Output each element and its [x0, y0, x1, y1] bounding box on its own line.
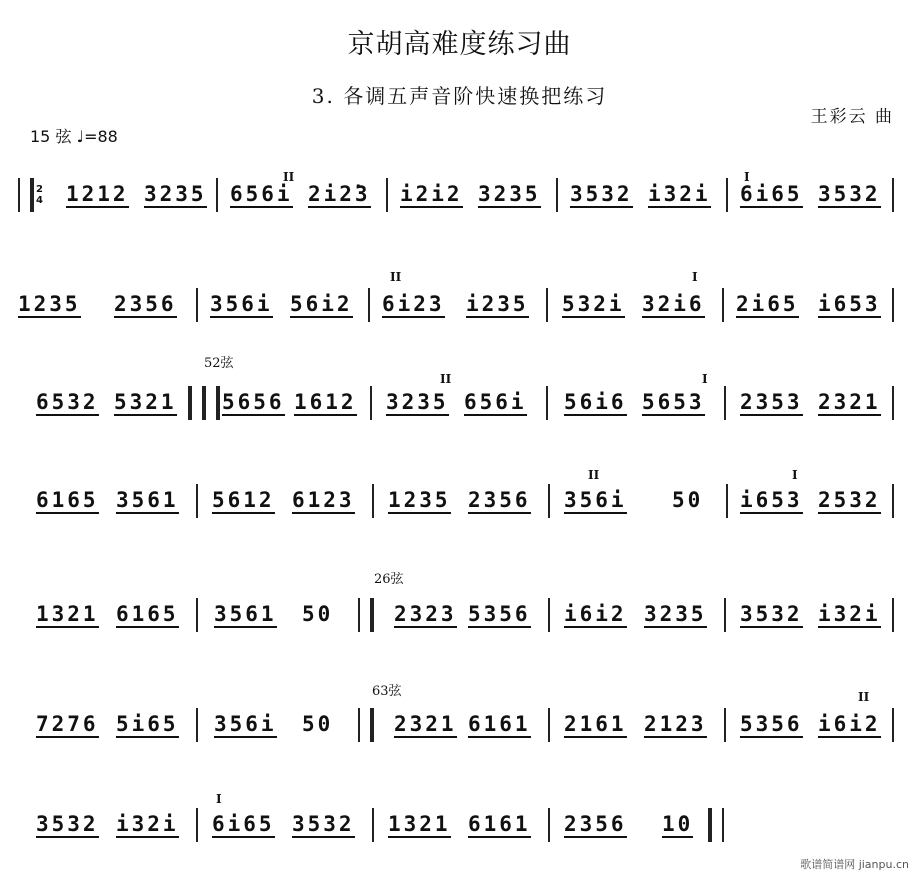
bar-line [196, 598, 198, 632]
note-group: 1321 [36, 602, 99, 626]
note-group: 3532 [292, 812, 355, 836]
bar-line [548, 598, 550, 632]
bar-line [726, 484, 728, 518]
note-group: 6165 [36, 488, 99, 512]
note-group: 1212 [66, 182, 129, 206]
bar-line [196, 484, 198, 518]
note-group: 3235 [644, 602, 707, 626]
position-mark: I [744, 170, 750, 184]
string-change-label: 26弦 [374, 572, 404, 587]
bar-line [724, 386, 726, 420]
position-mark: II [283, 170, 295, 184]
composer-credit: 王彩云 曲 [810, 107, 894, 127]
bar-line [370, 386, 372, 420]
tempo-marking: 15 弦 ♩=88 [30, 127, 118, 146]
bar-line [372, 484, 374, 518]
note-group: 356i [210, 292, 273, 316]
bar-line [548, 484, 550, 518]
note-group: 3532 [36, 812, 99, 836]
note-group: 3235 [386, 390, 449, 414]
note-group: 56i6 [564, 390, 627, 414]
note-group: i32i [116, 812, 179, 836]
bar-line [726, 178, 728, 212]
bar-line [892, 386, 894, 420]
bar-line [722, 288, 724, 322]
score-line-6 [18, 684, 898, 760]
note-group: 656i [230, 182, 293, 206]
note-group: 3532 [570, 182, 633, 206]
watermark: 歌谱简谱网 jianpu.cn [800, 858, 909, 871]
note-group: 3532 [818, 182, 881, 206]
note-group: i6i2 [564, 602, 627, 626]
note-group: 56i2 [290, 292, 353, 316]
note-group: 6i23 [382, 292, 445, 316]
note-group: i32i [818, 602, 881, 626]
score-line-2 [18, 270, 898, 340]
bar-line [196, 808, 198, 842]
position-mark: I [792, 468, 798, 482]
note-group: 1235 [388, 488, 451, 512]
note-group: 5653 [642, 390, 705, 414]
repeat-start-bar [204, 386, 220, 420]
note-group: i32i [648, 182, 711, 206]
repeat-end-bar [708, 808, 724, 842]
bar-line [892, 178, 894, 212]
note-group: 10 [662, 812, 694, 836]
bar-line [546, 288, 548, 322]
note-group: 656i [464, 390, 527, 414]
position-mark: I [702, 372, 708, 386]
bar-line [892, 708, 894, 742]
note-group: 5612 [212, 488, 275, 512]
bar-line [892, 484, 894, 518]
bar-line [724, 708, 726, 742]
repeat-start-bar [358, 598, 374, 632]
note-group: 356i [214, 712, 277, 736]
note-group: 3561 [214, 602, 277, 626]
bar-line [368, 288, 370, 322]
position-mark: II [588, 468, 600, 482]
note-group: 6161 [468, 812, 531, 836]
position-mark: I [692, 270, 698, 284]
note-group: 2321 [818, 390, 881, 414]
note-group: 6165 [116, 602, 179, 626]
bar-line [196, 708, 198, 742]
note-group: 5321 [114, 390, 177, 414]
repeat-start-bar [358, 708, 374, 742]
note-group: 2323 [394, 602, 457, 626]
bar-line [372, 808, 374, 842]
note-group: 2356 [468, 488, 531, 512]
note-group: i2i2 [400, 182, 463, 206]
note-group: 1321 [388, 812, 451, 836]
note-group: 2321 [394, 712, 457, 736]
bar-line [548, 808, 550, 842]
note-group: i653 [818, 292, 881, 316]
score-line-7 [18, 792, 898, 860]
page-subtitle: 3. 各调五声音阶快速换把练习 [311, 84, 608, 108]
string-change-label: 52弦 [204, 356, 234, 371]
note-group: 5356 [468, 602, 531, 626]
bar-line [386, 178, 388, 212]
note-group: 1235 [18, 292, 81, 316]
note-group: 32i6 [642, 292, 705, 316]
score-line-1 [18, 170, 898, 230]
repeat-start-bar [18, 178, 34, 212]
note-group: 3561 [116, 488, 179, 512]
score-line-4 [18, 468, 898, 536]
note-group: 2i65 [736, 292, 799, 316]
note-group: 5i65 [116, 712, 179, 736]
note-group: 3235 [478, 182, 541, 206]
note-group: 2353 [740, 390, 803, 414]
note-group: i653 [740, 488, 803, 512]
string-change-label: 63弦 [372, 684, 402, 699]
bar-line [556, 178, 558, 212]
note-group: 2123 [644, 712, 707, 736]
bar-line [546, 386, 548, 420]
score-line-5 [18, 572, 898, 650]
bar-line [892, 288, 894, 322]
note-group: 356i [564, 488, 627, 512]
bar-line [548, 708, 550, 742]
note-group: 3532 [740, 602, 803, 626]
bar-line [724, 598, 726, 632]
note-group: 3235 [144, 182, 207, 206]
note-group: 1612 [294, 390, 357, 414]
note-group: 2532 [818, 488, 881, 512]
page-title: 京胡高难度练习曲 [347, 29, 572, 60]
note-group: 2161 [564, 712, 627, 736]
position-mark: II [858, 690, 870, 704]
note-group: i235 [466, 292, 529, 316]
position-mark: II [440, 372, 452, 386]
repeat-end-bar [188, 386, 204, 420]
note-group: 2356 [114, 292, 177, 316]
note-group: 6532 [36, 390, 99, 414]
note-group: 50 [302, 602, 334, 626]
note-group: 6123 [292, 488, 355, 512]
time-signature: 2 4 [36, 184, 43, 206]
note-group: 50 [302, 712, 334, 736]
position-mark: II [390, 270, 402, 284]
note-group: 2356 [564, 812, 627, 836]
note-group: i6i2 [818, 712, 881, 736]
note-group: 6161 [468, 712, 531, 736]
note-group: 50 [672, 488, 704, 512]
note-group: 5356 [740, 712, 803, 736]
note-group: 7276 [36, 712, 99, 736]
bar-line [892, 598, 894, 632]
note-group: 6i65 [740, 182, 803, 206]
position-mark: I [216, 792, 222, 806]
note-group: 5656 [222, 390, 285, 414]
note-group: 532i [562, 292, 625, 316]
note-group: 6i65 [212, 812, 275, 836]
bar-line [196, 288, 198, 322]
bar-line [216, 178, 218, 212]
note-group: 2i2̇3 [308, 182, 371, 206]
score-line-3 [18, 356, 898, 438]
